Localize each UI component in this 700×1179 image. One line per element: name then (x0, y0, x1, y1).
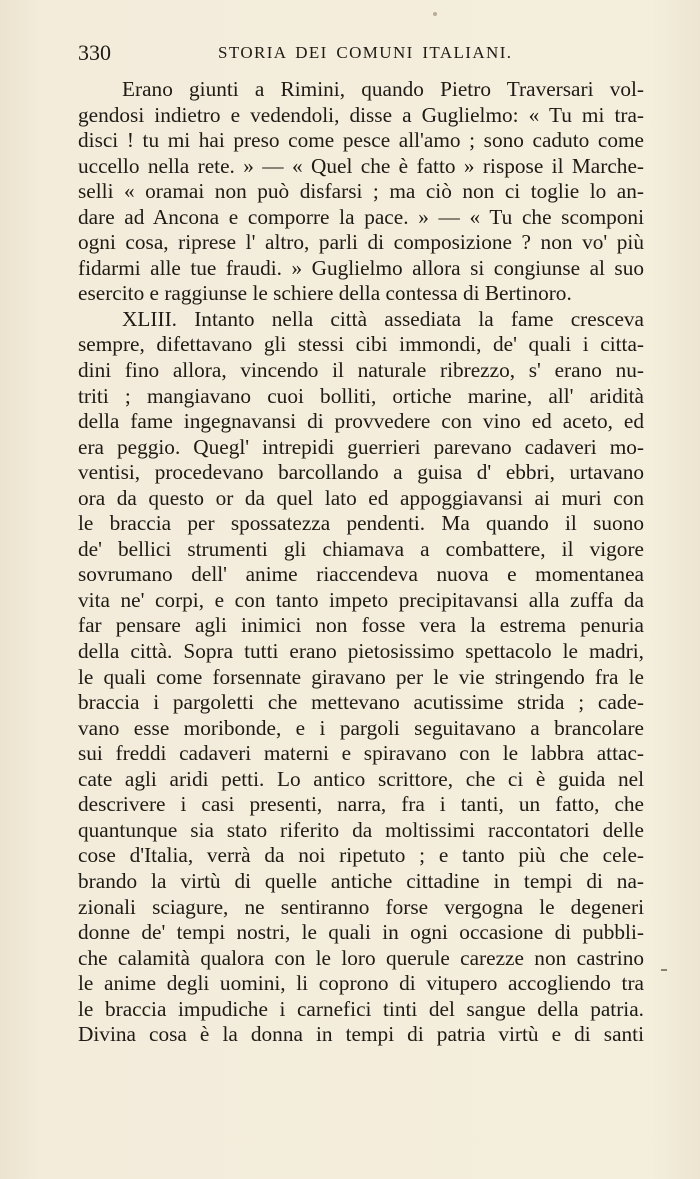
running-title: STORIA DEI COMUNI ITALIANI. (218, 43, 513, 62)
text-line: zionali sciagure, ne sentiranno forse vergogna le degeneri (78, 894, 644, 919)
text-line: dini fino allora, vincendo il naturale ribrezzo, s' erano nu- (78, 358, 644, 383)
text-line: fidarmi alle tue fraudi. » Guglielmo allora si congiunse al suo (78, 255, 644, 280)
paper-speck (433, 12, 437, 16)
text-line: della fame ingegnavansi di provvedere con vino ed aceto, ed (78, 409, 644, 434)
paragraph-2 (78, 307, 644, 1048)
text-line: sovrumano dell' anime riaccendeva nuova e momentanea (78, 562, 644, 587)
page-header (78, 38, 644, 68)
text-line: della città. Sopra tutti erano pietosissimo spettacolo le madri, (78, 639, 644, 664)
text-line: donne de' tempi nostri, le quali in ogni occasione di pubbli- (78, 920, 644, 945)
text-line: cate agli aridi petti. Lo antico scrittore, che ci è guida nel (78, 766, 644, 791)
text-line: gendosi indietro e vedendoli, disse a Guglielmo: « Tu mi tra- (78, 102, 644, 127)
text-line: XLIII. Intanto nella città assediata la fame cresceva (122, 306, 644, 331)
text-line: sui freddi cadaveri materni e spiravano con le labbra attac- (78, 741, 644, 766)
page-number: 330 (78, 40, 111, 65)
body-text (78, 77, 644, 1048)
text-line: le quali come forsennate giravano per le vie stringendo fra le (78, 664, 644, 689)
text-line: disci ! tu mi hai preso come pesce all'amo ; sono caduto come (78, 128, 644, 153)
text-line: ora da questo or da quel lato ed appoggiavansi ai muri con (78, 485, 644, 510)
text-line: sempre, difettavano gli stessi cibi immondi, de' quali i citta- (78, 332, 644, 357)
text-line: ventisi, procedevano barcollando a guisa d' ebbri, urtavano (78, 460, 644, 485)
text-line: era peggio. Quegl' intrepidi guerrieri parevano cadaveri mo- (78, 434, 644, 459)
text-line: de' bellici strumenti gli chiamava a combattere, il vigore (78, 536, 644, 561)
paragraph-1 (78, 77, 644, 307)
margin-mark (661, 969, 667, 971)
text-line: le anime degli uomini, li coprono di vitupero accogliendo tra (78, 971, 644, 996)
text-line: esercito e raggiunse le schiere della contessa di Bertinoro. (78, 281, 572, 306)
text-line: le braccia per spossatezza pendenti. Ma quando il suono (78, 511, 644, 536)
text-line: vita ne' corpi, e con tanto impeto precipitavansi alla zuffa da (78, 587, 644, 612)
text-line: triti ; mangiavano cuoi bolliti, ortiche marine, all' aridità (78, 383, 644, 408)
text-line: che calamità qualora con le loro querule carezze non castrino (78, 945, 644, 970)
text-line: quantunque sia stato riferito da moltissimi raccontatori delle (78, 817, 644, 842)
text-line: vano esse moribonde, e i pargoli seguitavano a brancolare (78, 715, 644, 740)
text-line: selli « oramai non può disfarsi ; ma ciò non ci toglie lo an- (78, 179, 644, 204)
text-line: ogni cosa, riprese l' altro, parli di composizione ? non vo' più (78, 230, 644, 255)
text-line: brando la virtù di quelle antiche cittadine in tempi di na- (78, 868, 644, 893)
text-line: far pensare agli inimici non fosse vera la estrema penuria (78, 613, 644, 638)
text-line: braccia i pargoletti che mettevano acutissime strida ; cade- (78, 690, 644, 715)
text-line: descrivere i casi presenti, narra, fra i tanti, un fatto, che (78, 792, 644, 817)
text-line: cose d'Italia, verrà da noi ripetuto ; e tanto più che cele- (78, 843, 644, 868)
text-line: uccello nella rete. » — « Quel che è fatto » rispose il Marche- (78, 153, 644, 178)
text-line: Erano giunti a Rimini, quando Pietro Traversari vol- (122, 77, 644, 101)
text-line: dare ad Ancona e comporre la pace. » — « Tu che scomponi (78, 204, 644, 229)
text-line: le braccia impudiche i carnefici tinti del sangue della patria. (78, 996, 644, 1021)
text-line: Divina cosa è la donna in tempi di patria virtù e di santi (78, 1022, 644, 1047)
